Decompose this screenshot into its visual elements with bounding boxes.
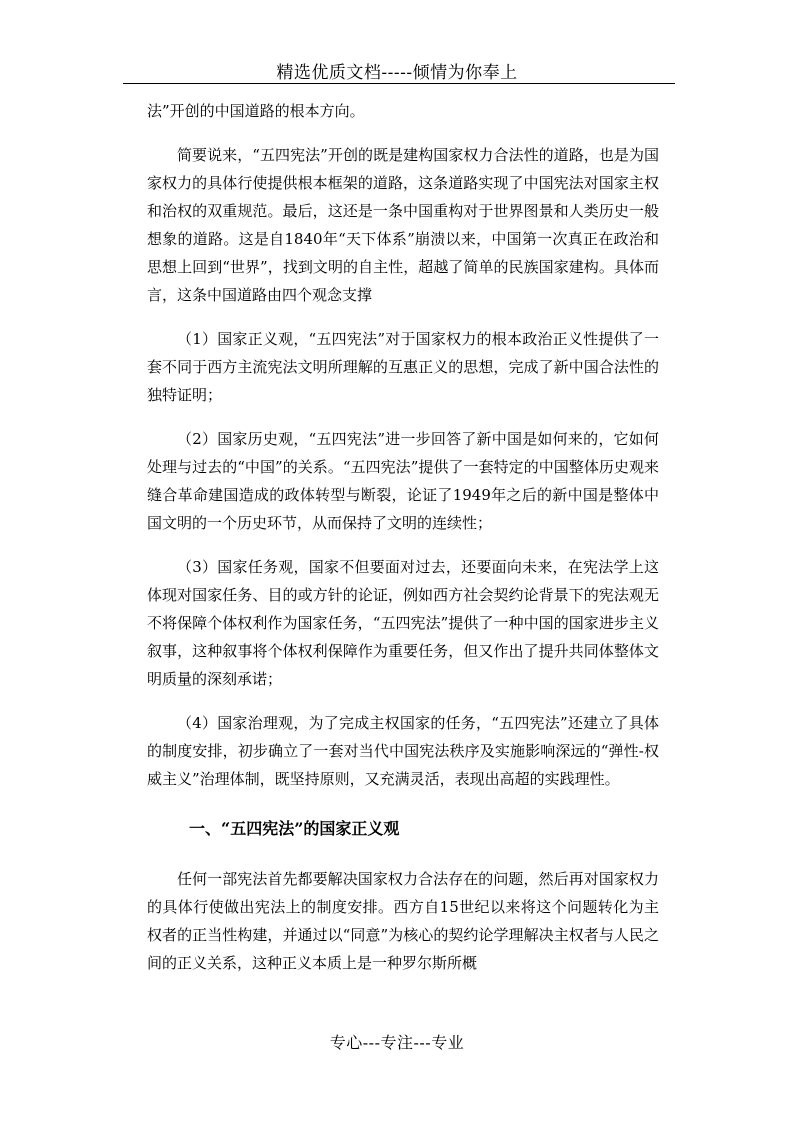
document-body	[147, 97, 659, 977]
page-footer: 专心---专注---专业	[329, 1033, 465, 1052]
header-rule	[123, 83, 675, 84]
paragraph-point-3: （3）国家任务观，国家不但要面对过去，还要面向未来，在宪法学上这体现对国家任务、目的或方针的论证，例如西方社会契约论背景下的宪法观无不将保障个体权利作为国家任务，“五四宪法”提供了一种中国的国家进步主义叙事，这种叙事将个体权利保障作为重要任务，但又作出了提升共同体整体文明质量的深刻承诺；	[147, 558, 659, 688]
paragraph-point-4: （4）国家治理观，为了完成主权国家的任务，“五四宪法”还建立了具体的制度安排，初步确立了一套对当代中国宪法秩序及实施影响深远的“弹性-权威主义”治理体制，既坚持原则，又充满灵活，表现出高超的实践理性。	[147, 714, 659, 788]
page-header: 精选优质文档-----倾情为你奉上	[276, 63, 518, 83]
paragraph-point-2: （2）国家历史观，“五四宪法”进一步回答了新中国是如何来的，它如何处理与过去的“中国”的关系。“五四宪法”提供了一套特定的中国整体历史观来缝合革命建国造成的政体转型与断裂，论证了1949年之后的新中国是整体中国文明的一个历史环节，从而保持了文明的连续性；	[147, 430, 659, 532]
paragraph-summary: 简要说来，“五四宪法”开创的既是建构国家权力合法性的道路，也是为国家权力的具体行使提供根本框架的道路，这条道路实现了中国宪法对国家主权和治权的双重规范。最后，这还是一条中国重构对于世界图景和人类历史一般想象的道路。这是自1840年“天下体系”崩溃以来，中国第一次真正在政治和思想上回到“世界”，找到文明的自主性，超越了简单的民族国家建构。具体而言，这条中国道路由四个观念支撑	[147, 146, 659, 304]
section-heading: 一、“五四宪法”的国家正义观	[189, 819, 400, 838]
paragraph-continuation: 法”开创的中国道路的根本方向。	[147, 102, 365, 120]
paragraph-point-1: （1）国家正义观，“五四宪法”对于国家权力的根本政治正义性提供了一套不同于西方主流宪法文明所理解的互惠正义的思想，完成了新中国合法性的独特证明；	[147, 330, 659, 404]
paragraph-section-intro: 任何一部宪法首先都要解决国家权力合法存在的问题，然后再对国家权力的具体行使做出宪法上的制度安排。西方自15世纪以来将这个问题转化为主权者的正当性构建，并通过以“同意”为核心的契约论学理解决主权者与人民之间的正义关系，这种正义本质上是一种罗尔斯所概	[147, 870, 659, 972]
